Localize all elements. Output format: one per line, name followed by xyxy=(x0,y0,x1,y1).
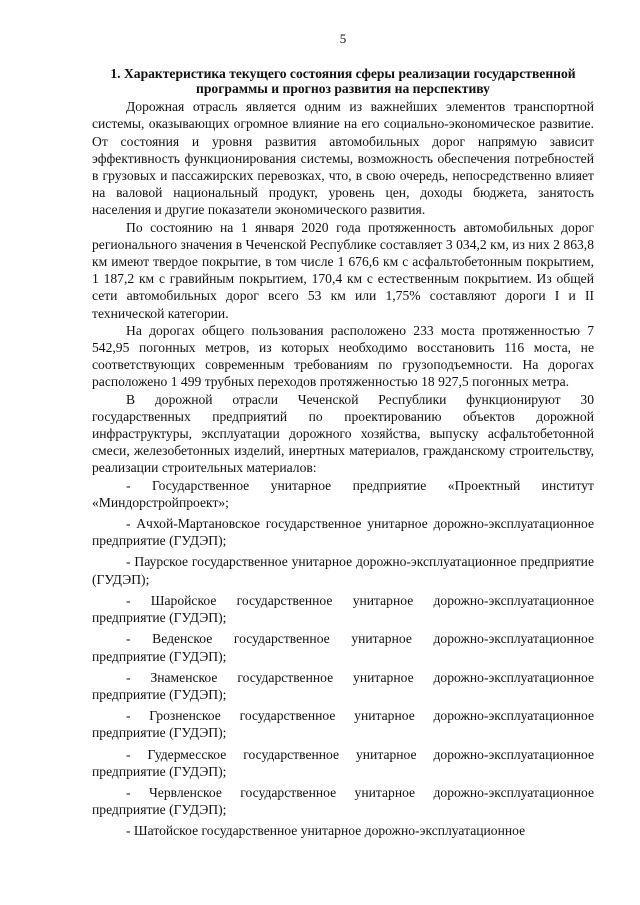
list-item: - Шатойское государственное унитарное дорожно-эксплуатационное xyxy=(126,823,526,839)
section-heading: 1. Характеристика текущего состояния сферы реализации государственной программы и прогноз развития на перспективу xyxy=(110,66,576,97)
paragraph: По состоянию на 1 января 2020 года протяженность автомобильных дорог регионального значения в Чеченской Республике составляет 3 034,2 км, из них 2 863,8 км имеют твердое покрытие, в том числе 1 676,6 км с асфальтобетонным покрытием, 1 187,2 км с гравийным покрытием, 170,4 км с естественным покрытием. Из общей сети автомобильных дорог всего 53 км или 1,75% составляют дороги I и II технической категории. xyxy=(92,219,594,321)
list-item: - Ачхой-Мартановское государственное унитарное дорожно-эксплуатационное предприятие (ГУДЭП); xyxy=(92,516,594,549)
paragraph: Дорожная отрасль является одним из важнейших элементов транспортной системы, оказывающих огромное влияние на его социально-экономическое развитие. От состояния и уровня развития автомобильных дорог напрямую зависит эффективность функционирования системы, возможность обеспечения потребностей в грузовых и пассажирских перевозках, что, в свою очередь, непосредственно влияет на валовой национальный продукт, уровень цен, доходы бюджета, занятость населения и другие показатели экономического развития. xyxy=(92,99,594,218)
list-item: - Паурское государственное унитарное дорожно-эксплуатационное предприятие (ГУДЭП); xyxy=(92,554,594,587)
list-item: - Червленское государственное унитарное дорожно-эксплуатационное предприятие (ГУДЭП); xyxy=(92,784,594,818)
list-item: - Государственное унитарное предприятие «Проектный институт «Миндорстройпроект»; xyxy=(92,477,594,510)
list-item: - Веденское государственное унитарное дорожно-эксплуатационное предприятие (ГУДЭП); xyxy=(92,631,594,664)
list-item: - Грозненское государственное унитарное дорожно-эксплуатационное предприятие (ГУДЭП); xyxy=(92,708,594,741)
paragraph: На дорогах общего пользования расположено 233 моста протяженностью 7 542,95 погонных метров, из которых необходимо восстановить 116 моста, не соответствующих современным требованиям по грузоподъемности. На дорогах расположено 1 499 трубных переходов протяженностью 18 927,5 погонных метра. xyxy=(92,322,594,390)
page-number: 5 xyxy=(339,31,347,46)
list-item: - Гудермесское государственное унитарное дорожно-эксплуатационное предприятие (ГУДЭП); xyxy=(92,746,594,779)
list-item: - Шаройское государственное унитарное дорожно-эксплуатационное предприятие (ГУДЭП); xyxy=(92,592,594,626)
paragraph: В дорожной отрасли Чеченской Республики функционируют 30 государственных предприятий по проектированию объектов дорожной инфраструктуры, эксплуатации дорожного хозяйства, выпуску асфальтобетонной смеси, железобетонных изделий, инертных материалов, гражданскому строительству, реализации строительных материалов: xyxy=(92,391,594,476)
list-item: - Знаменское государственное унитарное дорожно-эксплуатационное предприятие (ГУДЭП); xyxy=(92,669,594,702)
document-page xyxy=(92,30,594,840)
